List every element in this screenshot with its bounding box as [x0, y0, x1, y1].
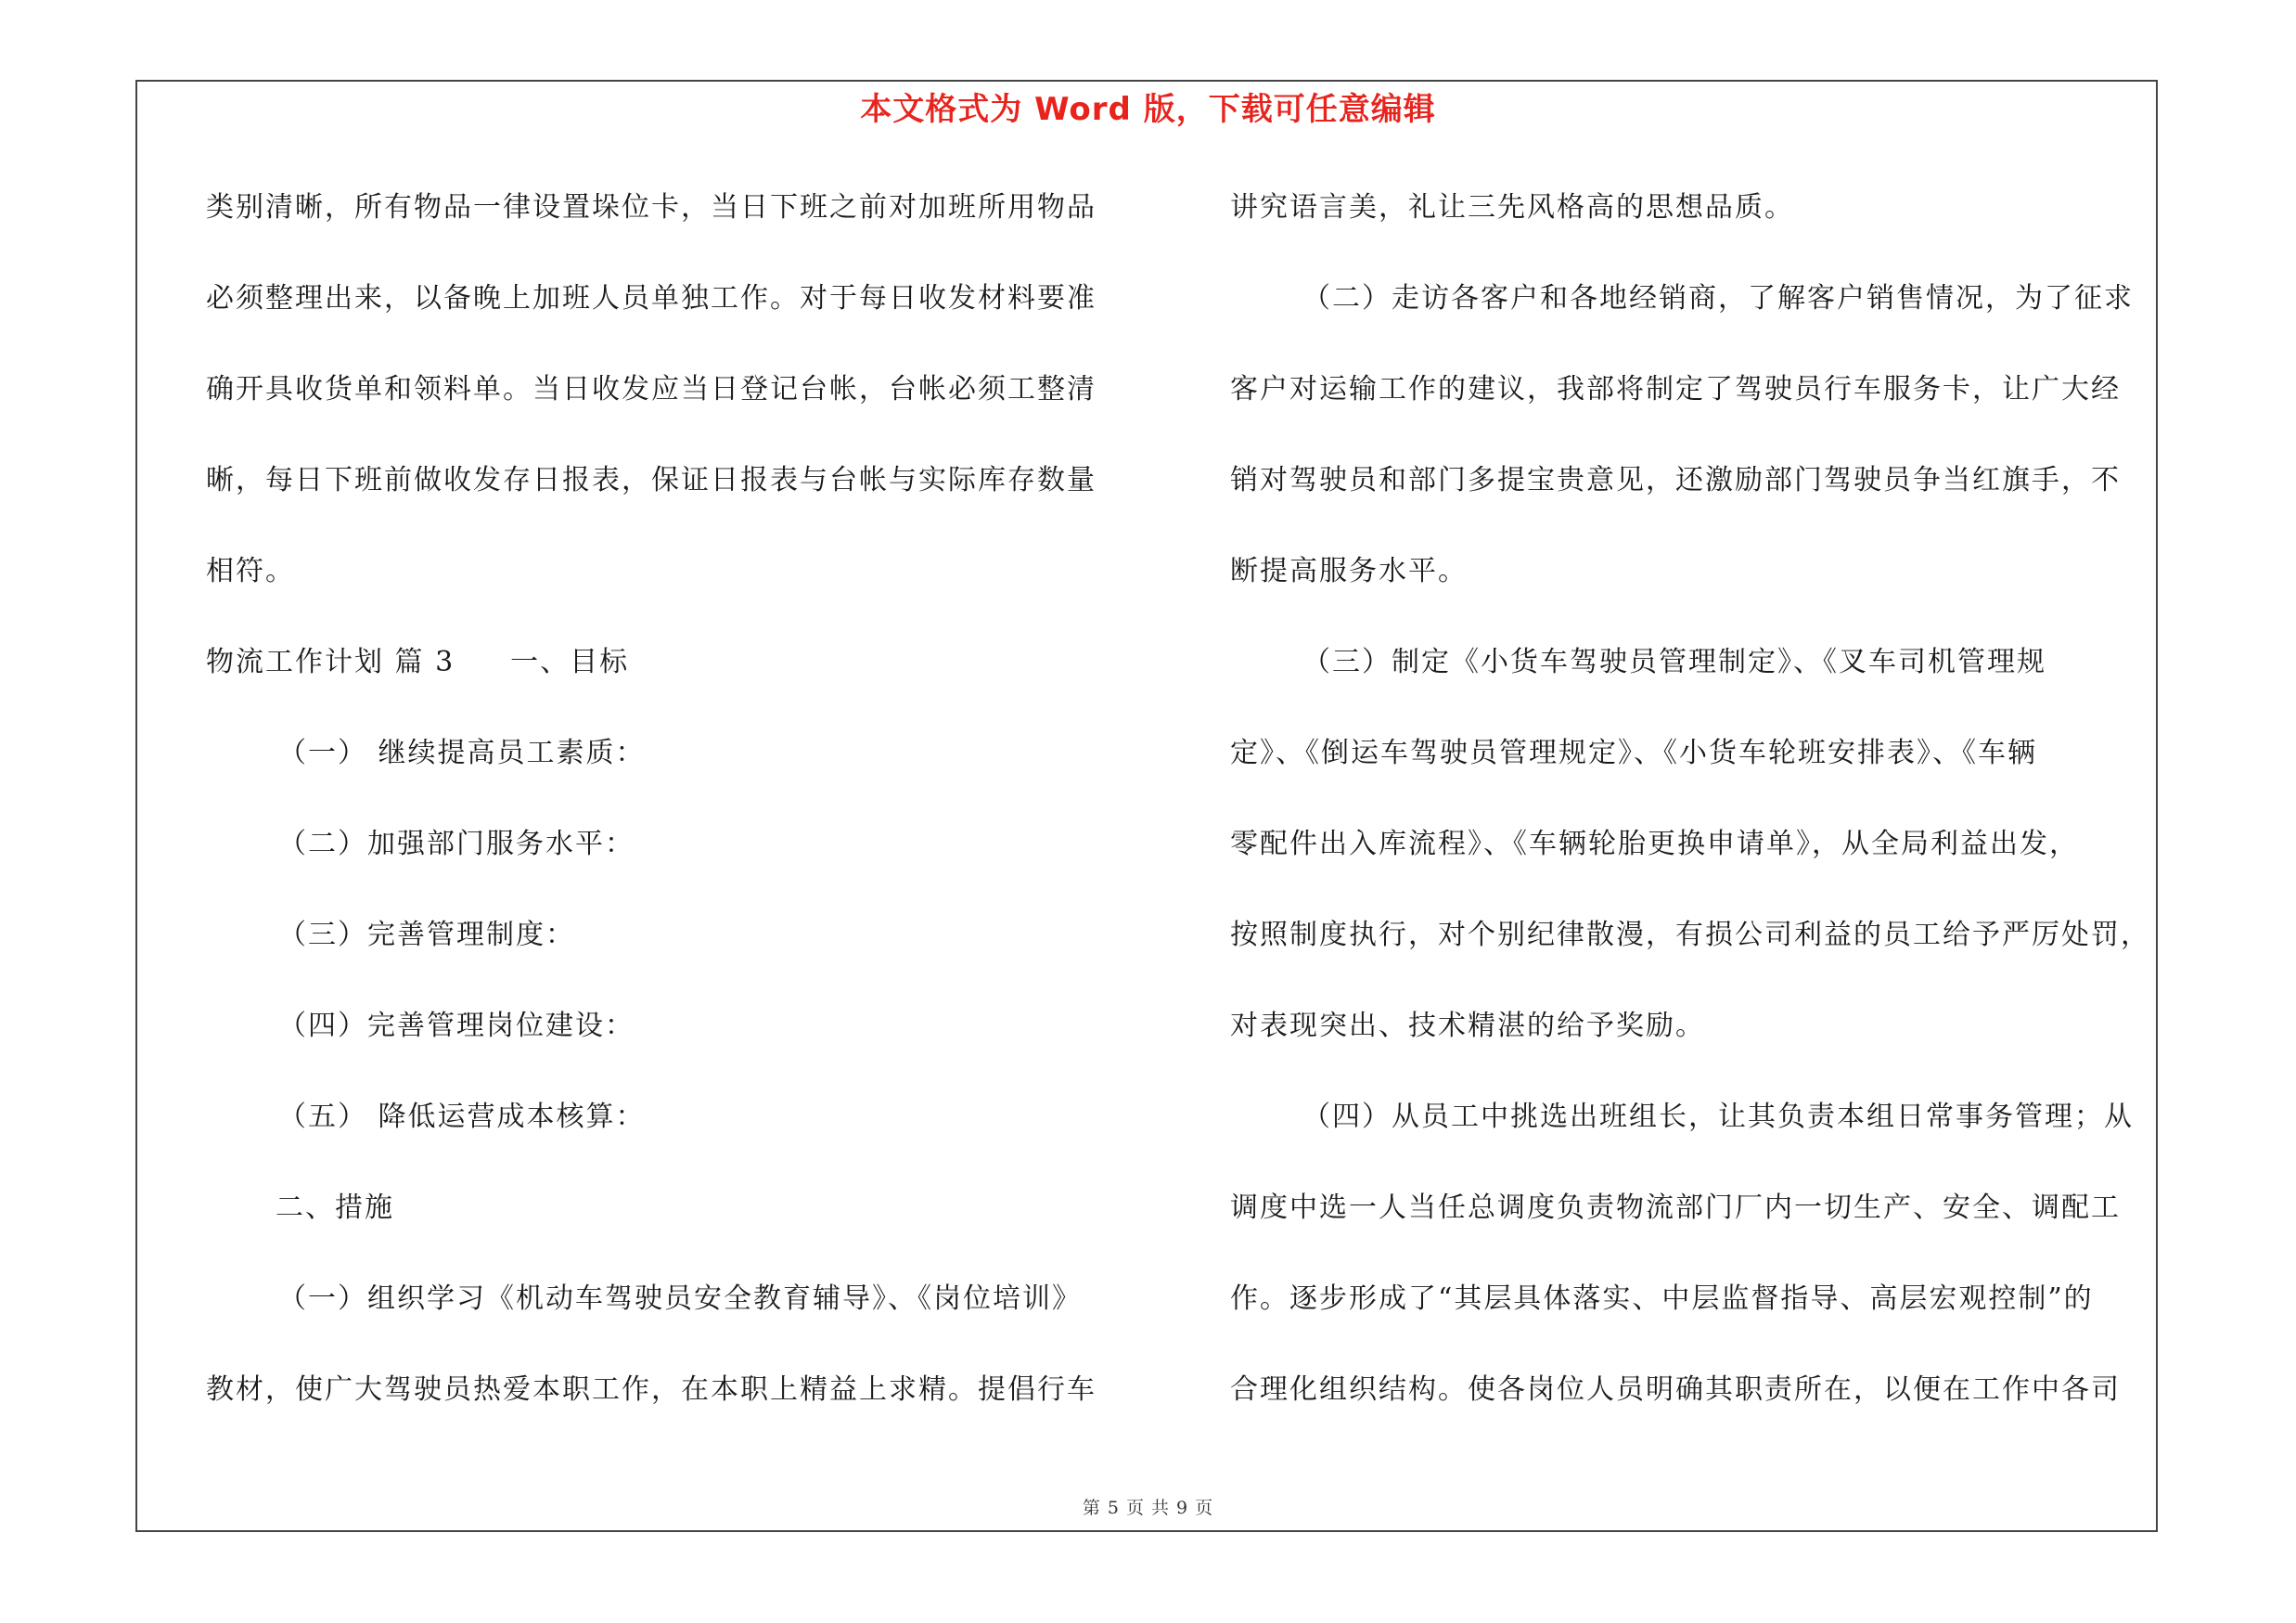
page-number-footer: 第 5 页 共 9 页 — [1082, 1498, 1214, 1518]
paragraph-line: 零配件出入库流程》、《车辆轮胎更换申请单》，从全局利益出发， — [1230, 828, 2079, 860]
paragraph-line: 必须整理出来，以备晚上加班人员单独工作。对于每日收发材料要准 — [206, 282, 1097, 315]
paragraph-line: 调度中选一人当任总调度负责物流部门厂内一切生产、安全、调配工 — [1230, 1191, 2121, 1224]
section-heading-line — [206, 640, 1161, 731]
goal-item: （三）完善管理制度： — [278, 919, 575, 951]
left-text-column — [206, 186, 1161, 1459]
goal-heading: 一、目标 — [510, 646, 630, 678]
goal-item: （二）加强部门服务水平： — [278, 828, 635, 860]
paragraph-line: 销对驾驶员和部门多提宝贵意见，还激励部门驾驶员争当红旗手，不 — [1230, 464, 2121, 496]
goal-item: （一） 继续提高员工素质： — [278, 737, 646, 769]
paragraph-line: 类别清晰，所有物品一律设置垛位卡，当日下班之前对加班所用物品 — [206, 191, 1097, 224]
paragraph-line: 合理化组织结构。使各岗位人员明确其职责所在，以便在工作中各司 — [1230, 1373, 2121, 1406]
measures-heading: 二、措施 — [276, 1191, 394, 1224]
paragraph-line: 相符。 — [206, 555, 295, 587]
editable-notice-banner: 本文格式为 Word 版，下载可任意编辑 — [860, 91, 1436, 128]
right-text-column — [1230, 186, 2158, 1459]
goal-item: （五） 降低运营成本核算： — [278, 1101, 646, 1133]
paragraph-line: 作。逐步形成了“其层具体落实、中层监督指导、高层宏观控制”的 — [1230, 1282, 2094, 1315]
paragraph-line: 定》、《倒运车驾驶员管理规定》、《小货车轮班安排表》、《车辆 — [1230, 737, 2037, 769]
paragraph-line: 教材，使广大驾驶员热爱本职工作，在本职上精益上求精。提倡行车 — [206, 1373, 1097, 1406]
paragraph-line: 晰，每日下班前做收发存日报表，保证日报表与台帐与实际库存数量 — [206, 464, 1097, 496]
paragraph-line: （四）从员工中挑选出班组长，让其负责本组日常事务管理；从 — [1302, 1101, 2134, 1133]
goal-item: （四）完善管理岗位建设： — [278, 1010, 635, 1042]
paragraph-line: 断提高服务水平。 — [1230, 555, 1468, 587]
paragraph-line: （二）走访各客户和各地经销商，了解客户销售情况，为了征求 — [1302, 282, 2134, 315]
paragraph-line: （三）制定《小货车驾驶员管理制定》、《叉车司机管理规 — [1302, 646, 2046, 678]
paragraph-line: 对表现突出、技术精湛的给予奖励。 — [1230, 1010, 1705, 1042]
paragraph-line: 确开具收货单和领料单。当日收发应当日登记台帐，台帐必须工整清 — [206, 373, 1097, 406]
section-title: 物流工作计划 篇 3 — [206, 646, 455, 678]
paragraph-line: 讲究语言美，礼让三先风格高的思想品质。 — [1230, 191, 1794, 224]
paragraph-line: （一）组织学习《机动车驾驶员安全教育辅导》、《岗位培训》 — [278, 1282, 1082, 1315]
paragraph-line: 按照制度执行，对个别纪律散漫，有损公司利益的员工给予严厉处罚， — [1230, 919, 2150, 951]
paragraph-line: 客户对运输工作的建议，我部将制定了驾驶员行车服务卡，让广大经 — [1230, 373, 2121, 406]
